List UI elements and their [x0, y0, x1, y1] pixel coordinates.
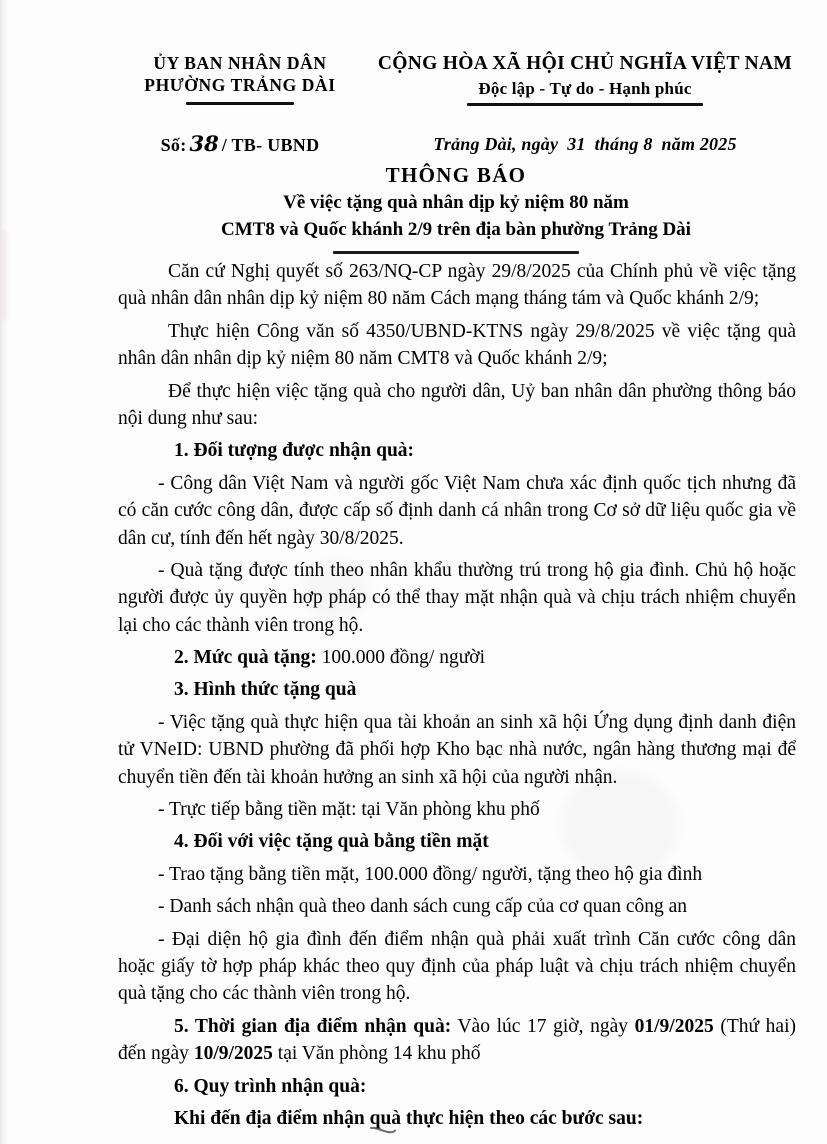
section-4-item-c: - Đại diện hộ gia đình đến điểm nhận quà phải xuất trình Căn cước công dân hoặc giấy tờ hợp pháp khác theo quy định của pháp luật và chịu trách nhiệm chuyển quà tặng cho các thành viên trong hộ.: [118, 928, 796, 1005]
section-4-item-b: - Danh sách nhận quà theo danh sách cung cấp của cơ quan công an: [158, 896, 688, 918]
section-3-item-a: - Việc tặng quà thực hiện qua tài khoản an sinh xã hội Ứng dụng định danh điện tử VNeID: UBND phường đã phối hợp Kho bạc nhà nước, ngân hàng thương mại để chuyển tiền đến tài khoản hưởng an sinh xã hội của người nhận.: [118, 711, 796, 788]
section-5-start-date: 01/9/2025: [634, 1015, 714, 1037]
section-2-label: 2. Mức quà tặng:: [174, 647, 317, 669]
section-heading-4: 4. Đối với việc tặng quà bằng tiền mặt: [174, 831, 489, 853]
section-5-end-date: 10/9/2025: [193, 1043, 273, 1065]
document-body: [118, 258, 796, 1137]
paragraph-legal-basis-1: Căn cứ Nghị quyết số 263/NQ-CP ngày 29/8/2025 của Chính phủ về việc tặng quà nhân dân nhân dịp kỷ niệm 80 năm Cách mạng tháng tám và Quốc khánh 2/9;: [118, 261, 796, 310]
document-header: [112, 52, 802, 156]
section-heading-5: [118, 1013, 796, 1068]
section-5-label: 5. Thời gian địa điểm nhận quà:: [174, 1015, 452, 1037]
section-1-item-a: - Công dân Việt Nam và người gốc Việt Nam chưa xác định quốc tịch nhưng đã có căn cước công dân, được cấp số định danh cá nhân trong Cơ sở dữ liệu quốc gia về dân cư, tính đến hết ngày 30/8/2025.: [118, 472, 796, 549]
date-month: tháng 8: [594, 134, 653, 155]
org-underline-rule: [186, 102, 294, 105]
date-day: 31: [567, 134, 586, 155]
document-number-line: [112, 131, 368, 156]
section-heading-2: [118, 644, 796, 671]
date-year: năm 2025: [661, 134, 737, 155]
org-name-line-2: PHƯỜNG TRẢNG DÀI: [144, 75, 336, 96]
section-5-location: tại Văn phòng 14 khu phố: [272, 1043, 481, 1065]
document-type-title: THÔNG BÁO: [385, 163, 527, 187]
scan-edge-tint: [2, 230, 6, 320]
place-and-date-line: [368, 134, 802, 155]
section-6-intro: Khi đến địa điểm nhận quà thực hiện theo các bước sau:: [174, 1107, 644, 1129]
scan-edge: [0, 0, 9, 1144]
national-motto: Độc lập - Tự do - Hạnh phúc: [478, 78, 692, 98]
document-subject-line-1: Về việc tặng quà nhân dịp kỷ niệm 80 năm: [283, 192, 629, 214]
section-heading-1: 1. Đối tượng được nhận quà:: [174, 440, 415, 462]
section-5-middle-text: (Thứ hai) đến ngày: [118, 1015, 796, 1065]
section-3-item-b: - Trực tiếp bằng tiền mặt: tại Văn phòng khu phố: [158, 799, 540, 821]
motto-underline-rule: [467, 103, 703, 106]
section-4-item-a: - Trao tặng bằng tiền mặt, 100.000 đồng/ người, tặng theo hộ gia đình: [158, 863, 703, 885]
document-title-block: [113, 163, 799, 254]
document-subject-line-2: CMT8 và Quốc khánh 2/9 trên địa bàn phường Trảng Dài: [221, 219, 691, 241]
section-1-item-b: - Quà tặng được tính theo nhân khẩu thường trú trong hộ gia đình. Chủ hộ hoặc người được ủy quyền hợp pháp có thể thay mặt nhận quà và chịu trách nhiệm chuyển lại cho các thành viên trong hộ.: [118, 559, 796, 636]
paragraph-purpose: Để thực hiện việc tặng quà cho người dân, Uỷ ban nhân dân phường thông báo nội dung như sau:: [118, 380, 796, 429]
section-2-amount: 100.000 đồng/ người: [316, 647, 486, 669]
org-name-line-1: ỦY BAN NHÂN DÂN: [153, 53, 327, 73]
title-divider-rule: [333, 251, 579, 254]
national-name: CỘNG HÒA XÃ HỘI CHỦ NGHĨA VIỆT NAM: [377, 53, 793, 74]
section-heading-6: 6. Quy trình nhận quà:: [174, 1075, 367, 1097]
section-5-time: Vào lúc 17 giờ, ngày: [451, 1015, 635, 1037]
document-number-value: 38: [189, 130, 219, 156]
issuing-authority-block: [112, 52, 368, 156]
document-number-suffix: / TB- UBND: [221, 134, 320, 155]
paragraph-legal-basis-2: Thực hiện Công văn số 4350/UBND-KTNS ngày 29/8/2025 về việc tặng quà nhân dân nhân dịp kỷ niệm 80 năm CMT8 và Quốc khánh 2/9;: [118, 320, 796, 370]
document-number-prefix: Số:: [160, 134, 187, 155]
national-heading-block: [368, 52, 802, 155]
date-place: Trảng Dài, ngày: [433, 134, 559, 155]
section-heading-3: 3. Hình thức tặng quà: [174, 679, 357, 701]
